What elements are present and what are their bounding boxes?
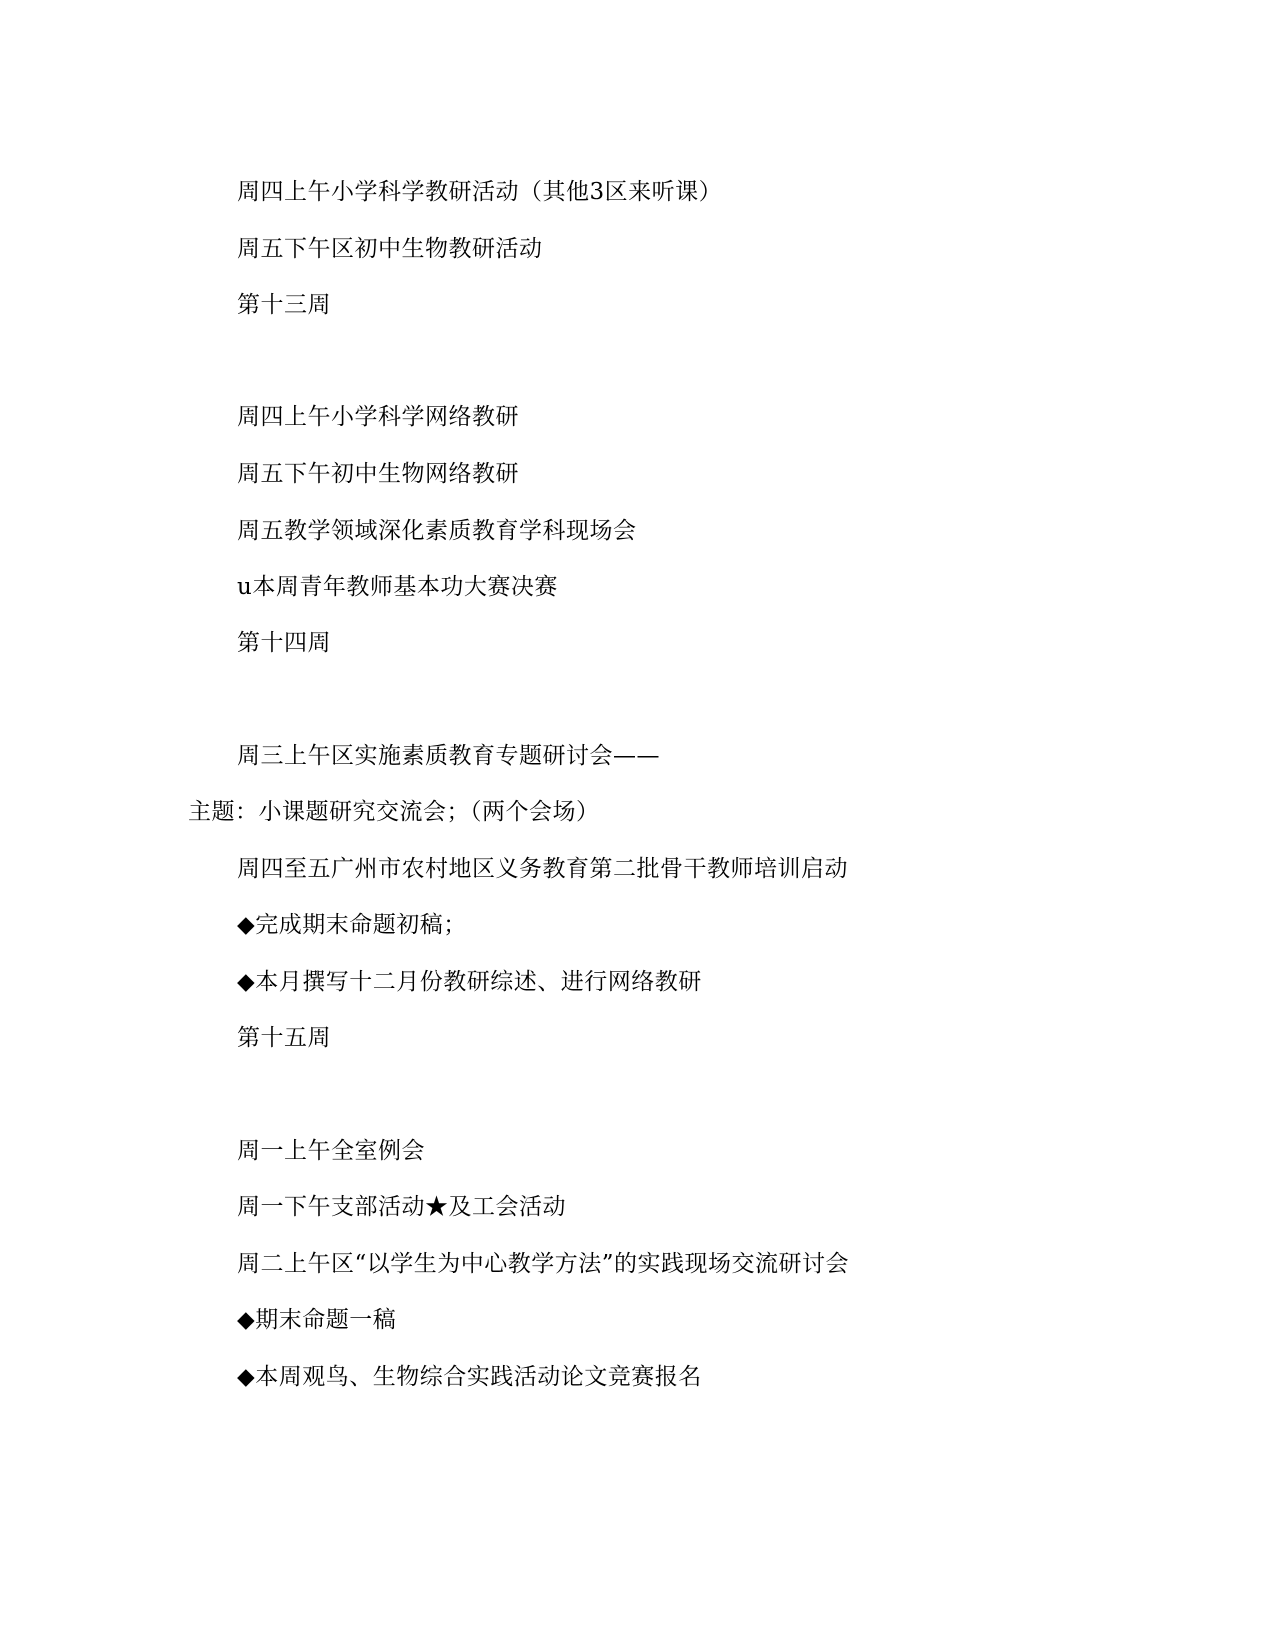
bullet-line: ◆完成期末命题初稿； [237, 912, 467, 938]
schedule-line: 周二上午区“以学生为中心教学方法”的实践现场交流研讨会 [237, 1251, 850, 1277]
schedule-line: 周五下午区初中生物教研活动 [237, 236, 543, 262]
bullet-line: ◆本月撰写十二月份教研综述、进行网络教研 [237, 969, 702, 995]
schedule-line: 周五下午初中生物网络教研 [237, 461, 519, 487]
schedule-line: 周四上午小学科学网络教研 [237, 404, 519, 430]
schedule-line: 主题：小课题研究交流会；（两个会场） [188, 799, 600, 825]
bullet-line: ◆本周观鸟、生物综合实践活动论文竞赛报名 [237, 1364, 702, 1390]
schedule-line: 周三上午区实施素质教育专题研讨会—— [237, 743, 660, 769]
schedule-line: 周一上午全室例会 [237, 1138, 425, 1164]
week-heading: 第十三周 [237, 292, 331, 318]
week-heading: 第十五周 [237, 1025, 331, 1051]
week-heading: 第十四周 [237, 630, 331, 656]
bullet-line: ◆期末命题一稿 [237, 1307, 397, 1333]
schedule-line: 周一下午支部活动★及工会活动 [237, 1194, 566, 1220]
schedule-line: 周四至五广州市农村地区义务教育第二批骨干教师培训启动 [237, 856, 848, 882]
schedule-line: 周四上午小学科学教研活动（其他3区来听课） [237, 179, 723, 205]
schedule-line: 周五教学领域深化素质教育学科现场会 [237, 518, 637, 544]
schedule-line: u本周青年教师基本功大赛决赛 [237, 574, 558, 600]
